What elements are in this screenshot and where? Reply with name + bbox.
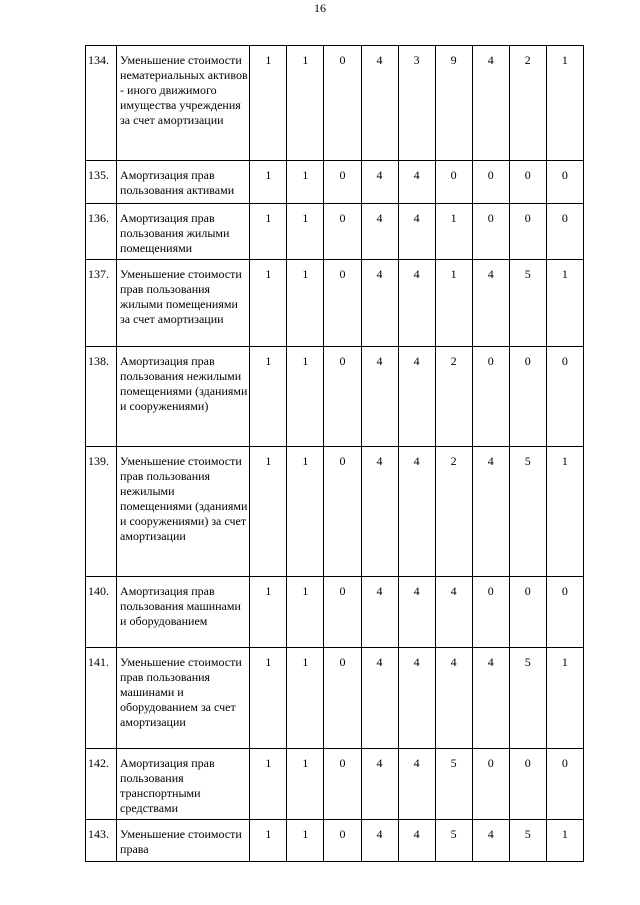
row-number: 139. <box>86 447 117 577</box>
code-digit: 0 <box>472 161 509 204</box>
code-digit: 1 <box>546 447 583 577</box>
row-number: 138. <box>86 347 117 447</box>
row-name: Уменьшение стоимости прав пользования нежилыми помещениями (зданиями и сооружениями) за счет амортизации <box>117 447 250 577</box>
table-row <box>86 260 584 347</box>
code-digit: 1 <box>287 648 324 749</box>
code-digit: 0 <box>324 749 361 820</box>
code-digit: 1 <box>287 577 324 648</box>
code-digit: 4 <box>435 648 472 749</box>
table-row <box>86 577 584 648</box>
code-digit: 4 <box>398 648 435 749</box>
code-digit: 4 <box>398 161 435 204</box>
code-digit: 0 <box>546 577 583 648</box>
code-digit: 0 <box>509 161 546 204</box>
code-digit: 4 <box>398 347 435 447</box>
code-digit: 0 <box>324 648 361 749</box>
code-digit: 0 <box>509 347 546 447</box>
row-name: Амортизация прав пользования машинами и оборудованием <box>117 577 250 648</box>
page-number: 16 <box>314 1 326 15</box>
table-row <box>86 204 584 260</box>
code-digit: 0 <box>509 577 546 648</box>
row-number: 136. <box>86 204 117 260</box>
code-digit: 0 <box>324 46 361 161</box>
code-digit: 1 <box>546 648 583 749</box>
code-digit: 4 <box>361 204 398 260</box>
row-name: Уменьшение стоимости права <box>117 820 250 862</box>
code-digit: 1 <box>435 260 472 347</box>
code-digit: 4 <box>398 749 435 820</box>
code-digit: 0 <box>324 347 361 447</box>
table-row <box>86 447 584 577</box>
code-digit: 2 <box>435 447 472 577</box>
table-row <box>86 46 584 161</box>
code-digit: 5 <box>509 447 546 577</box>
code-digit: 4 <box>398 204 435 260</box>
table-row <box>86 347 584 447</box>
code-digit: 1 <box>287 161 324 204</box>
code-digit: 9 <box>435 46 472 161</box>
code-digit: 1 <box>250 577 287 648</box>
code-digit: 4 <box>361 749 398 820</box>
code-digit: 4 <box>472 260 509 347</box>
code-digit: 0 <box>472 347 509 447</box>
code-digit: 1 <box>250 820 287 862</box>
code-digit: 1 <box>287 749 324 820</box>
code-digit: 0 <box>546 347 583 447</box>
code-digit: 0 <box>435 161 472 204</box>
row-name: Уменьшение стоимости нематериальных активов - иного движимого имущества учреждения за счет амортизации <box>117 46 250 161</box>
code-digit: 5 <box>509 648 546 749</box>
code-digit: 1 <box>250 204 287 260</box>
row-number: 143. <box>86 820 117 862</box>
code-digit: 5 <box>435 749 472 820</box>
code-digit: 4 <box>361 347 398 447</box>
code-digit: 1 <box>287 347 324 447</box>
row-number: 134. <box>86 46 117 161</box>
code-digit: 0 <box>546 204 583 260</box>
code-digit: 0 <box>472 749 509 820</box>
code-digit: 1 <box>250 347 287 447</box>
code-digit: 0 <box>324 161 361 204</box>
code-digit: 1 <box>287 820 324 862</box>
code-digit: 1 <box>287 46 324 161</box>
code-digit: 1 <box>250 749 287 820</box>
code-digit: 3 <box>398 46 435 161</box>
row-name: Амортизация прав пользования транспортными средствами <box>117 749 250 820</box>
code-digit: 1 <box>287 447 324 577</box>
code-digit: 4 <box>361 46 398 161</box>
code-digit: 0 <box>324 820 361 862</box>
code-digit: 0 <box>472 577 509 648</box>
code-digit: 4 <box>361 648 398 749</box>
code-digit: 0 <box>546 161 583 204</box>
code-digit: 1 <box>435 204 472 260</box>
code-digit: 1 <box>546 46 583 161</box>
code-digit: 2 <box>509 46 546 161</box>
code-digit: 4 <box>398 577 435 648</box>
code-digit: 4 <box>472 820 509 862</box>
code-digit: 1 <box>250 46 287 161</box>
code-digit: 1 <box>250 648 287 749</box>
code-digit: 2 <box>435 347 472 447</box>
code-digit: 4 <box>361 577 398 648</box>
code-digit: 4 <box>398 447 435 577</box>
row-name: Уменьшение стоимости прав пользования жилыми помещениями за счет амортизации <box>117 260 250 347</box>
code-digit: 4 <box>361 820 398 862</box>
code-digit: 0 <box>472 204 509 260</box>
code-digit: 1 <box>250 260 287 347</box>
table-row <box>86 749 584 820</box>
code-digit: 4 <box>435 577 472 648</box>
row-number: 141. <box>86 648 117 749</box>
code-digit: 1 <box>546 260 583 347</box>
code-digit: 1 <box>250 161 287 204</box>
code-digit: 1 <box>546 820 583 862</box>
row-number: 137. <box>86 260 117 347</box>
code-digit: 4 <box>472 648 509 749</box>
code-digit: 1 <box>250 447 287 577</box>
code-digit: 0 <box>546 749 583 820</box>
row-name: Амортизация прав пользования жилыми помещениями <box>117 204 250 260</box>
table-row <box>86 820 584 862</box>
accounts-table <box>85 45 584 862</box>
code-digit: 0 <box>324 577 361 648</box>
code-digit: 0 <box>324 447 361 577</box>
code-digit: 4 <box>361 260 398 347</box>
code-digit: 4 <box>398 820 435 862</box>
code-digit: 4 <box>361 161 398 204</box>
code-digit: 0 <box>509 204 546 260</box>
code-digit: 1 <box>287 260 324 347</box>
code-digit: 4 <box>472 447 509 577</box>
code-digit: 0 <box>509 749 546 820</box>
code-digit: 4 <box>398 260 435 347</box>
row-name: Уменьшение стоимости прав пользования машинами и оборудованием за счет амортизации <box>117 648 250 749</box>
code-digit: 5 <box>435 820 472 862</box>
code-digit: 5 <box>509 260 546 347</box>
table-row <box>86 161 584 204</box>
code-digit: 0 <box>324 204 361 260</box>
code-digit: 4 <box>472 46 509 161</box>
code-digit: 5 <box>509 820 546 862</box>
row-number: 142. <box>86 749 117 820</box>
row-name: Амортизация прав пользования нежилыми помещениями (зданиями и сооружениями) <box>117 347 250 447</box>
table-row <box>86 648 584 749</box>
row-name: Амортизация прав пользования активами <box>117 161 250 204</box>
code-digit: 1 <box>287 204 324 260</box>
code-digit: 4 <box>361 447 398 577</box>
row-number: 140. <box>86 577 117 648</box>
code-digit: 0 <box>324 260 361 347</box>
row-number: 135. <box>86 161 117 204</box>
